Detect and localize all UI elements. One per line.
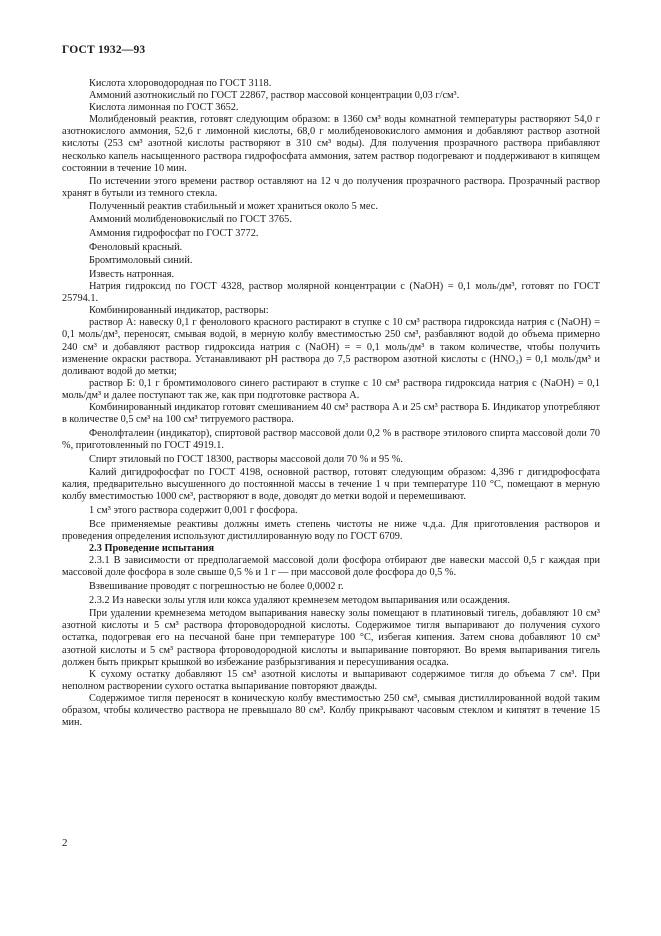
paragraph: По истечении этого времени раствор оставляют на 12 ч до получения прозрачного раствора. Прозрачный раствор хранят в бутыли из темного стекла. [62,176,600,200]
paragraph: Феноловый красный. [89,241,183,253]
document-header: ГОСТ 1932—93 [62,44,146,56]
paragraph: Молибденовый реактив, готовят следующим образом: в 1360 см³ воды комнатной температуры растворяют 54,0 г азотнокислого аммония, 52,6 г лимонной кислоты, 68,0 г молибденовокислого аммония и добавляют раствор азотной кислоты (253 см³ азотной кислоты растворяют в 310 см³ воды). Для получения прозрачного раствора прибавляют несколько капель насыщенного раствора гидрофосфата аммония, затем раствор подогревают и поддерживают в кипящем состоянии в течение 10 мин. [62,114,600,174]
paragraph: Фенолфталеин (индикатор), спиртовой раствор массовой доли 0,2 % в растворе этилового спирта массовой доли 70 %, приготовленный по ГОСТ 4919.1. [62,427,600,451]
document-body [62,78,600,729]
paragraph: Аммония гидрофосфат по ГОСТ 3772. [89,227,259,239]
paragraph: Все применяемые реактивы должны иметь степень чистоты не ниже ч.д.а. Для приготовления растворов и проведения определения используют дистиллированную воду по ГОСТ 6709. [62,518,600,542]
paragraph: Содержимое тигля переносят в коническую колбу вместимостью 250 см³, смывая дистиллированной водой таким образом, чтобы количество раствора не превышало 80 см³. Колбу прикрывают часовым стеклом и кипятят в течение 15 мин. [62,692,600,729]
paragraph: Кислота хлороводородная по ГОСТ 3118. [89,78,272,89]
section-heading: 2.3 Проведение испытания [89,543,215,554]
paragraph: При удалении кремнезема методом выпаривания навеску золы помещают в платиновый тигель, добавляют 10 см³ азотной кислоты и 5 см³ раствора фтороводородной кислоты. Содержимое тигля выпаривают до получения сухого остатка, подогревая его на песчаной бане при температуре 100 °С, избегая кипения. Затем снова добавляют 10 см³ азотной кислоты и 5 см³ раствора фтороводородной кислоты и выпаривание повторяют. Во время выпаривания тигель должен быть прикрыт крышкой во избежание разбрызгивания и пересушивания осадка. [62,608,600,668]
paragraph: Комбинированный индикатор готовят смешиванием 40 см³ раствора А и 25 см³ раствора Б. Индикатор употребляют в количестве 0,5 см³ на 100 см³ титруемого раствора. [62,402,600,426]
paragraph: Бромтимоловый синий. [89,255,193,267]
paragraph: 2.3.2 Из навески золы угля или кокса удаляют кремнезем методом выпаривания или осаждения. [89,594,510,606]
paragraph: 2.3.1 В зависимости от предполагаемой массовой доли фосфора отбирают две навески массой 0,5 г каждая при массовой доле фосфора в золе свыше 0,5 % и 1 г — при массовой доле фосфора до 0,5 %. [62,555,600,579]
paragraph: раствор Б: 0,1 г бромтимолового синего растирают в ступке с 10 см³ раствора гидроксида натрия c (NaOH) = 0,1 моль/дм³ и далее поступают так же, как при подготовке раствора А. [62,377,600,401]
paragraph: Спирт этиловый по ГОСТ 18300, растворы массовой доли 70 % и 95 %. [89,453,403,465]
paragraph: Аммоний молибденовокислый по ГОСТ 3765. [89,214,292,226]
paragraph: раствор А: навеску 0,1 г фенолового красного растирают в ступке с 10 см³ раствора гидроксида натрия c (NaOH) = 0,1 моль/дм³, переносят, смывая водой, в мерную колбу вместимостью 250 см³, разбавляют водой до объема примерно 240 см³ и добавляют раствор гидроксида натрия c (NaOH) = = 0,1 моль/дм³ в таком количестве, чтобы получить изменение окраски раствора. Устанавливают pH раствора до 7,5 раствором азотной кислоты c (HNO₃) = 0,1 моль/дм³ и доливают водой до метки; [62,317,600,377]
paragraph: Полученный реактив стабильный и может храниться около 5 мес. [89,200,378,212]
paragraph: Взвешивание проводят с погрешностью не более 0,0002 г. [89,580,344,592]
paragraph: Калий дигидрофосфат по ГОСТ 4198, основной раствор, готовят следующим образом: 4,396 г дигидрофосфата калия, предварительно высушенного до постоянной массы в течение 1 ч при температуре 110 °С, помещают в мерную колбу вместимостью 1000 см³, растворяют в воде, доводят до метки водой и перемешивают. [62,467,600,503]
paragraph: 1 см³ этого раствора содержит 0,001 г фосфора. [89,505,298,517]
paragraph: Известь натронная. [89,268,175,280]
paragraph: Аммоний азотнокислый по ГОСТ 22867, раствор массовой концентрации 0,03 г/см³. [89,90,460,102]
paragraph: Комбинированный индикатор, растворы: [89,305,269,317]
page-number: 2 [62,837,68,849]
paragraph: Натрия гидроксид по ГОСТ 4328, раствор молярной концентрации c (NaOH) = 0,1 моль/дм³, готовят по ГОСТ 25794.1. [62,281,600,305]
paragraph: Кислота лимонная по ГОСТ 3652. [89,102,239,114]
paragraph: К сухому остатку добавляют 15 см³ азотной кислоты и выпаривают содержимое тигля до объема 7 см³. При неполном растворении сухого остатка выпаривание повторяют дважды. [62,668,600,692]
